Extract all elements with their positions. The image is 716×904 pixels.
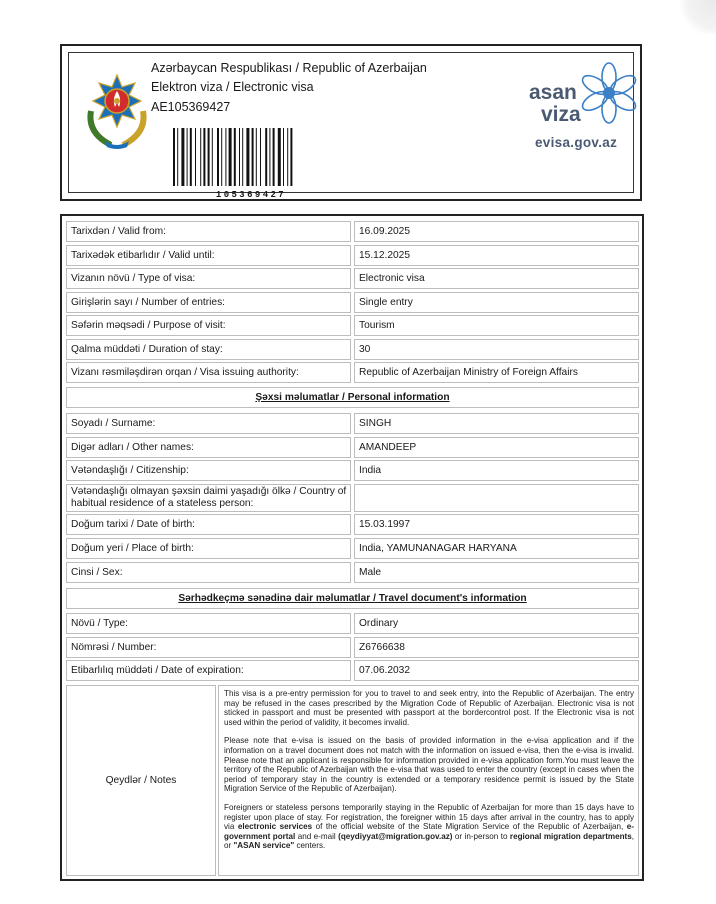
barcode-bar	[273, 128, 275, 186]
barcode-bar	[290, 128, 292, 186]
citizenship-label: Vətəndaşlığı / Citizenship:	[66, 460, 351, 481]
barcode-bar	[173, 128, 175, 186]
personal-section-title: Şəxsi məlumatlar / Personal information	[66, 387, 639, 408]
notes-paragraph-1: This visa is a pre-entry permission for you to travel to and seek entry, into the Republic of Azerbaijan. The entry may be refused in the cases prescribed by the Migration Code of Republic of Azerbaijan. Electronic visa is not sticked in passport and must be presented with passport at the bordercontrol post. If the Electronic visa is not used within the period of validity, it becomes invalid.	[224, 689, 634, 727]
other-names-value: AMANDEEP	[354, 437, 639, 458]
barcode-bar	[212, 128, 213, 186]
barcode-bar	[187, 128, 188, 186]
notes-p3-text: centers.	[294, 841, 326, 851]
barcode-bar	[217, 128, 219, 186]
barcode-bar	[283, 128, 284, 186]
visa-type-title: Elektron viza / Electronic visa	[151, 80, 314, 94]
barcode-bar	[181, 128, 184, 186]
valid-from-value: 16.09.2025	[354, 221, 639, 242]
duration-label: Qalma müddəti / Duration of stay:	[66, 339, 351, 360]
barcode-bar	[242, 128, 243, 186]
duration-value: 30	[354, 339, 639, 360]
birth-date-label: Doğum tarixi / Date of birth:	[66, 514, 351, 535]
notes-p3-text: , or	[224, 831, 634, 851]
barcode-bar	[278, 128, 281, 186]
evisa-website: evisa.gov.az	[535, 135, 618, 150]
notes-label: Qeydlər / Notes	[66, 685, 216, 876]
logo-bottom-text: viza	[541, 103, 581, 126]
sex-value: Male	[354, 562, 639, 583]
doc-expiration-value: 07.06.2032	[354, 660, 639, 681]
barcode-bar	[260, 128, 261, 186]
other-names-label: Digər adları / Other names:	[66, 437, 351, 458]
visa-type-value: Electronic visa	[354, 268, 639, 289]
birth-place-value: India, YAMUNANAGAR HARYANA	[354, 538, 639, 559]
birth-place-label: Doğum yeri / Place of birth:	[66, 538, 351, 559]
regional-migration-text: regional migration departments	[509, 831, 632, 841]
barcode-bar	[239, 128, 240, 186]
purpose-label: Səfərin məqsədi / Purpose of visit:	[66, 315, 351, 336]
logo-top-text: asan	[529, 81, 577, 104]
barcode-bar	[269, 128, 270, 186]
asan-service-text: "ASAN service"	[233, 841, 295, 851]
travel-section-title: Sərhədkeçmə sənədinə dair məlumatlar / Travel document's information	[66, 588, 639, 609]
barcode-graphic	[171, 128, 331, 186]
doc-type-label: Növü / Type:	[66, 613, 351, 634]
barcode-bar	[256, 128, 257, 186]
visa-type-label: Vizanın növü / Type of visa:	[66, 268, 351, 289]
entries-label: Girişlərin sayı / Number of entries:	[66, 292, 351, 313]
valid-until-label: Tarixədək etibarlıdır / Valid until:	[66, 245, 351, 266]
purpose-value: Tourism	[354, 315, 639, 336]
notes-p3-text: of the official website of the State Migration Service of the Republic of Azerbaijan,	[312, 822, 627, 832]
barcode-bar	[229, 128, 232, 186]
notes-paragraph-3	[224, 803, 634, 851]
barcode-bar	[246, 128, 249, 186]
visa-header-inner	[68, 52, 634, 200]
visa-number: AE105369427	[151, 100, 231, 114]
citizenship-value: India	[354, 460, 639, 481]
doc-number-label: Nömrəsi / Number:	[66, 637, 351, 658]
birth-date-value: 15.03.1997	[354, 514, 639, 535]
azerbaijan-emblem-icon	[81, 71, 153, 151]
electronic-services-text: electronic services	[237, 822, 313, 832]
valid-from-label: Tarixdən / Valid from:	[66, 221, 351, 242]
notes-p3-text: Foreigners or stateless persons temporarily staying in the Republic of Azerbaijan for more than 15 days have to register upon place of stay. For registration, the foreigner within 15 days after arrival in the country, has to apply via	[224, 802, 634, 832]
sex-label: Cinsi / Sex:	[66, 562, 351, 583]
barcode-number: 105369427	[215, 190, 287, 200]
e-government-portal-text: e-government portal	[224, 822, 634, 841]
doc-expiration-label: Etibarlılıq müddəti / Date of expiration:	[66, 660, 351, 681]
barcode-bar	[177, 128, 178, 186]
barcode-bar	[195, 128, 196, 186]
barcode-bar	[225, 128, 226, 186]
registration-email-text: (qeydiyyat@migration.gov.az)	[338, 831, 453, 841]
entries-value: Single entry	[354, 292, 639, 313]
barcode-bar	[252, 128, 254, 186]
issuing-authority-label: Vizanı rəsmiləşdirən orqan / Visa issuing authority:	[66, 362, 351, 383]
doc-number-value: Z6766638	[354, 637, 639, 658]
visa-details-table	[60, 214, 644, 881]
notes-p3-text: and e-mail	[295, 831, 339, 841]
notes-paragraph-2: Please note that e-visa is issued on the basis of provided information in the e-visa application and if the information on a travel document does not match with the information on issued e-visa, then the e-visa is invalid. Please note that an applicant is responsible for information provided in e-visa application form.You must leave the territory of the Republic of Azerbaijan with the e-visa that was used to enter the country (except in cases when the period of temporary stay in the country is extended or a temporary residence permit is issued by the State Migration Service of the Republic of Azerbaijan).	[224, 736, 634, 794]
stateless-residence-value	[354, 484, 639, 512]
republic-title: Azərbaycan Respublikası / Republic of Azerbaijan	[151, 61, 427, 75]
visa-header	[60, 44, 642, 201]
stateless-residence-label: Vətəndaşlığı olmayan şəxsin daimi yaşadığı ölkə / Country of habitual residence of a stateless person:	[66, 484, 351, 512]
barcode-bar	[190, 128, 192, 186]
doc-type-value: Ordinary	[354, 613, 639, 634]
issuing-authority-value: Republic of Azerbaijan Ministry of Foreign Affairs	[354, 362, 639, 383]
notes-text	[218, 685, 639, 876]
barcode-bar	[265, 128, 267, 186]
notes-p3-text: or in-person to	[452, 831, 510, 841]
barcode-bar	[221, 128, 222, 186]
barcode-bar	[203, 128, 205, 186]
corner-shadow	[676, 0, 716, 34]
barcode-bar	[234, 128, 236, 186]
barcode-bar	[287, 128, 288, 186]
surname-value: SINGH	[354, 413, 639, 434]
valid-until-value: 15.12.2025	[354, 245, 639, 266]
barcode-bar	[200, 128, 201, 186]
surname-label: Soyadı / Surname:	[66, 413, 351, 434]
asan-viza-logo-icon	[525, 59, 643, 135]
barcode-bar	[208, 128, 210, 186]
